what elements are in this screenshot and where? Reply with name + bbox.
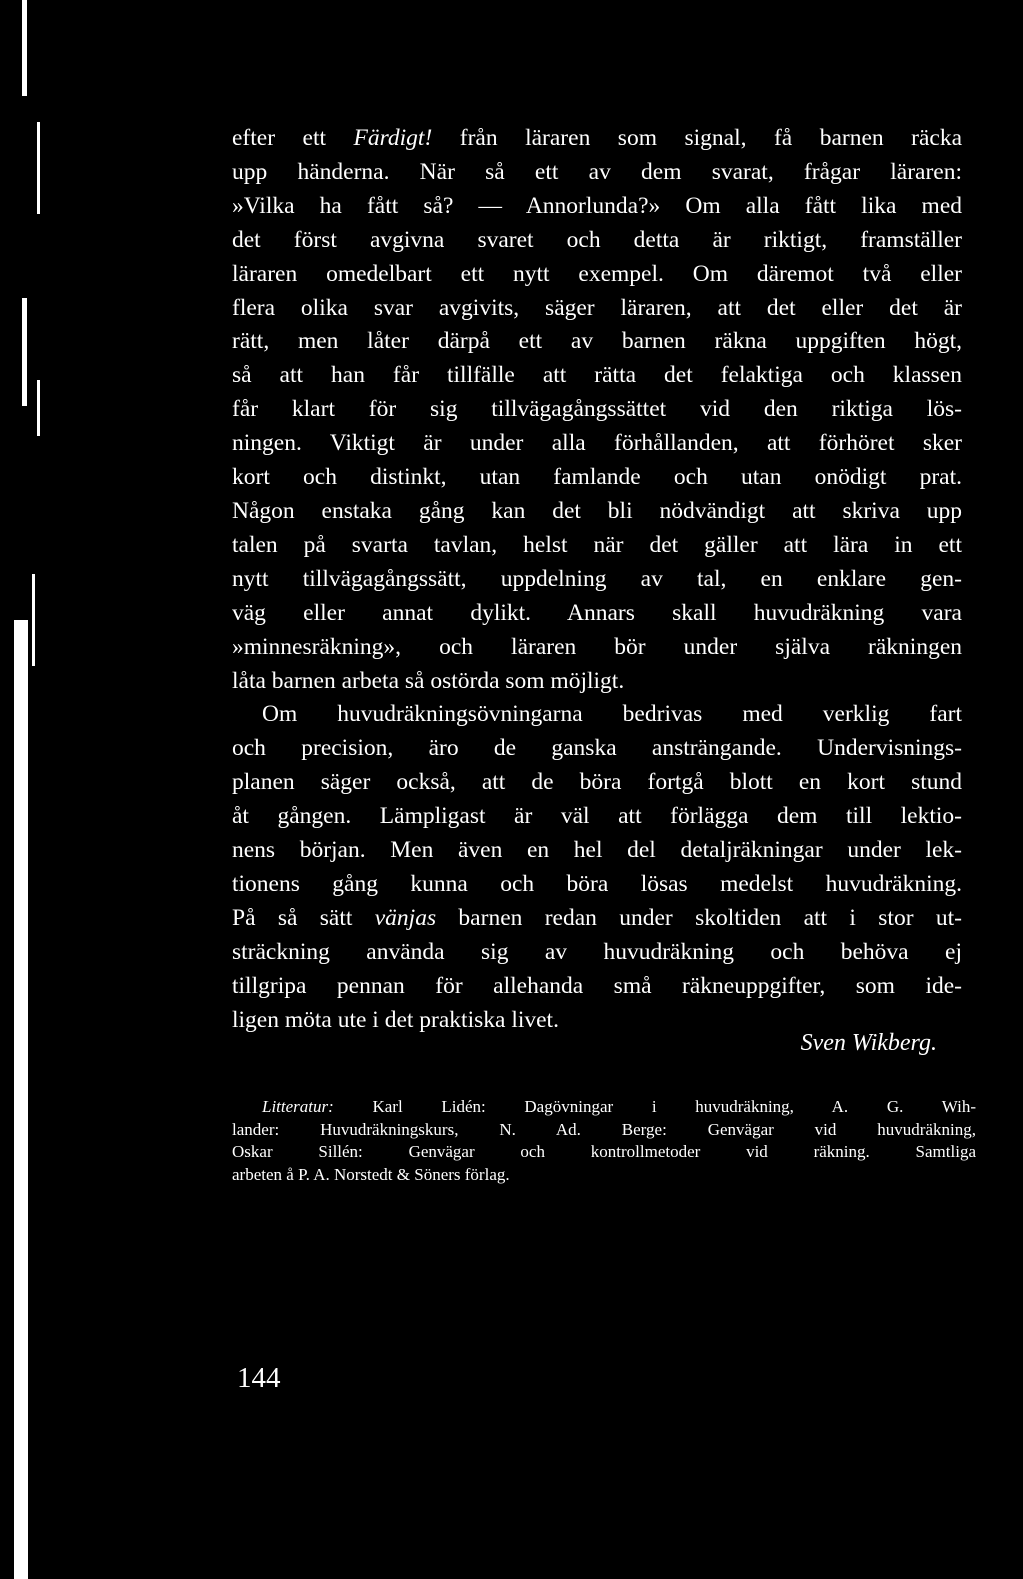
text-line: ligen möta ute i det praktiska livet. bbox=[232, 1006, 559, 1033]
text-line: och precision, äro de ganska ansträngande. Undervisnings- bbox=[232, 735, 962, 762]
references-line: Oskar Sillén: Genvägar och kontrollmetoder vid räkning. Samtliga bbox=[232, 1142, 976, 1161]
author-signature: Sven Wikberg. bbox=[800, 1030, 937, 1056]
text-line: kort och distinkt, utan famlande och utan onödigt prat. bbox=[232, 464, 962, 491]
text-line: rätt, men låter därpå ett av barnen räkna uppgiften högt, bbox=[232, 328, 962, 355]
text-line: planen säger också, att de böra fortgå blott en kort stund bbox=[232, 769, 962, 796]
text-line: åt gången. Lämpligast är väl att förlägga dem till lektio- bbox=[232, 803, 962, 830]
italic-phrase: vänjas bbox=[374, 904, 437, 931]
text-line: låta barnen arbeta så ostörda som möjligt. bbox=[232, 667, 625, 694]
page-number: 144 bbox=[237, 1362, 281, 1394]
paragraph-2 bbox=[232, 698, 962, 1037]
scan-edge-bar bbox=[14, 620, 28, 1579]
references-line: lander: Huvudräkningskurs, N. Ad. Berge: Genvägar vid huvudräkning, bbox=[232, 1119, 976, 1139]
paragraph-1 bbox=[232, 122, 962, 698]
references-label: Litteratur: bbox=[262, 1097, 334, 1116]
references bbox=[232, 1096, 976, 1186]
text-line: sträckning använda sig av huvudräkning och behöva ej bbox=[232, 938, 962, 965]
italic-phrase: Färdigt! bbox=[353, 125, 433, 151]
text-line: Någon enstaka gång kan det bli nödvändigt att skriva upp bbox=[232, 497, 962, 524]
references-line1-rest: Karl Lidén: Dagövningar i huvudräkning, A. G. Wih- bbox=[333, 1097, 976, 1116]
text-line: det först avgivna svaret och detta är riktigt, framställer bbox=[232, 226, 962, 253]
text-line: flera olika svar avgivits, säger läraren, att det eller det är bbox=[232, 294, 962, 321]
text-line: får klart för sig tillvägagångssättet vid den riktiga lös- bbox=[232, 396, 962, 423]
text-line: så att han får tillfälle att rätta det felaktiga och klassen bbox=[232, 362, 962, 389]
text-line: ningen. Viktigt är under alla förhållanden, att förhöret sker bbox=[232, 430, 962, 457]
text-line: läraren omedelbart ett nytt exempel. Om däremot två eller bbox=[232, 260, 962, 287]
body-text bbox=[232, 122, 962, 1037]
text-line: På så sätt vänjas barnen redan under skoltiden att i stor ut- bbox=[232, 904, 962, 931]
text-line: efter ett Färdigt! från läraren som signal, få barnen räcka bbox=[232, 125, 963, 151]
text-line: tillgripa pennan för allehanda små räkneuppgifter, som ide- bbox=[232, 972, 962, 999]
text-line: nens början. Men även en hel del detaljräkningar under lek- bbox=[232, 837, 962, 864]
text-line: talen på svarta tavlan, helst när det gäller att lära in ett bbox=[232, 531, 962, 558]
scan-edge-bar bbox=[22, 298, 27, 406]
text-line: väg eller annat dylikt. Annars skall huvudräkning vara bbox=[232, 599, 962, 626]
scan-edge-bar bbox=[37, 122, 40, 214]
text-line: nytt tillvägagångssätt, uppdelning av tal, en enklare gen- bbox=[232, 565, 962, 592]
scan-edge-bar bbox=[22, 0, 27, 96]
references-line bbox=[232, 1096, 976, 1119]
text-line: »minnesräkning», och läraren bör under själva räkningen bbox=[232, 633, 962, 660]
scan-edge-bar bbox=[32, 574, 35, 666]
text-line: »Vilka ha fått så? — Annorlunda?» Om alla fått lika med bbox=[232, 192, 962, 219]
text-line: upp händerna. När så ett av dem svarat, frågar läraren: bbox=[232, 158, 962, 185]
text-line: tionens gång kunna och böra lösas medelst huvudräkning. bbox=[232, 870, 962, 897]
text-line: Om huvudräkningsövningarna bedrivas med verklig fart bbox=[262, 701, 962, 728]
scan-edge-bar bbox=[37, 380, 40, 436]
references-line: arbeten å P. A. Norstedt & Söners förlag. bbox=[232, 1164, 510, 1184]
